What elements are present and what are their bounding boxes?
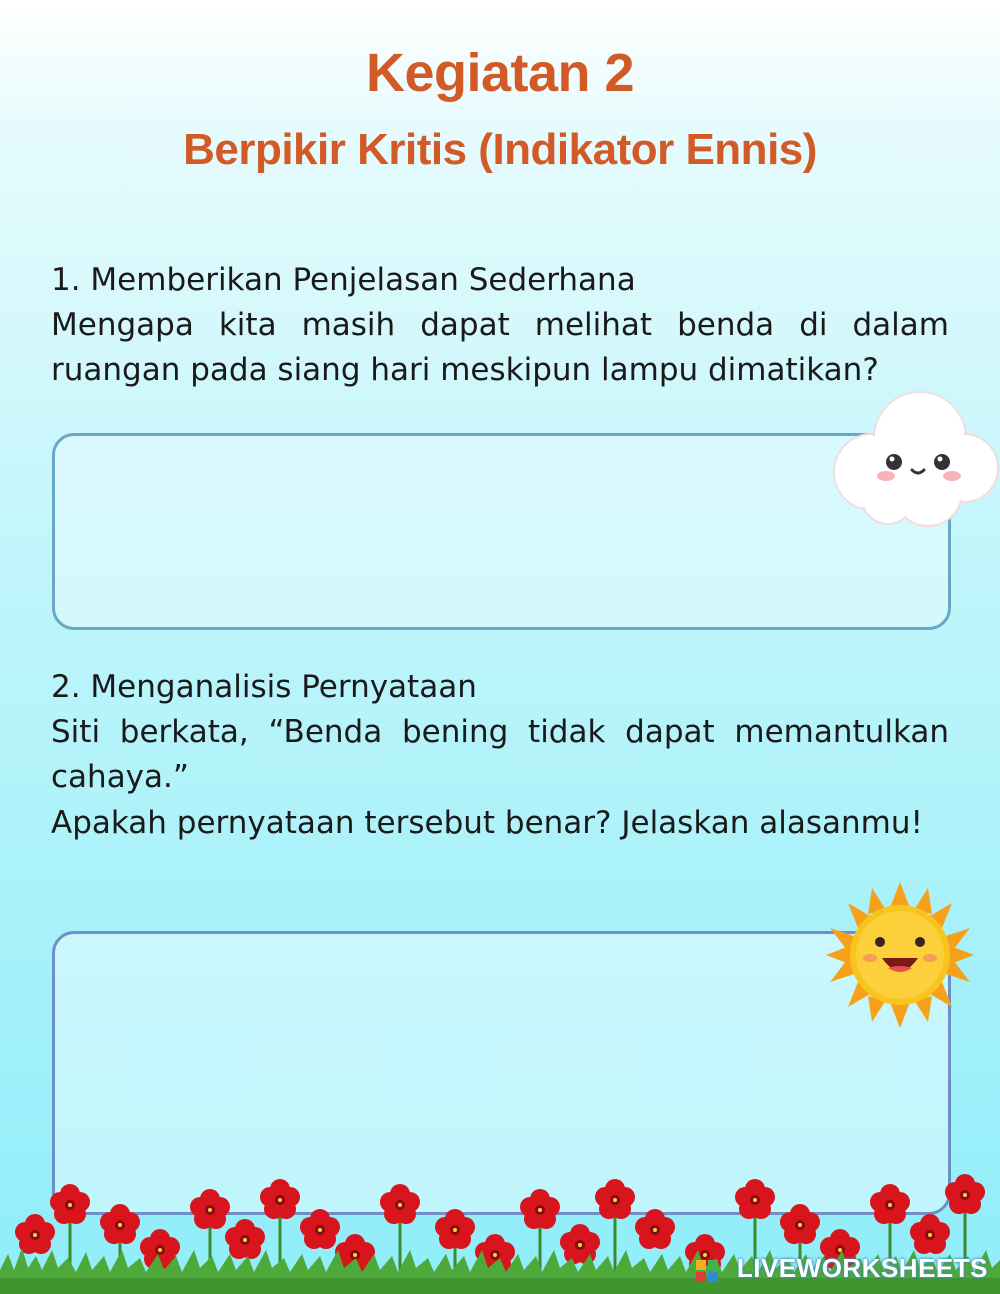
question-1-text: Mengapa kita masih dapat melihat benda di dalam ruangan pada siang hari meskipun lampu dimatikan? bbox=[51, 307, 949, 388]
smiling-cloud-icon bbox=[828, 380, 1000, 530]
answer-box-1[interactable] bbox=[52, 433, 951, 630]
question-2-heading: 2. Menganalisis Pernyataan bbox=[51, 669, 477, 705]
page-subtitle: Berpikir Kritis (Indikator Ennis) bbox=[183, 125, 817, 174]
page-title: Kegiatan 2 bbox=[365, 43, 635, 103]
liveworksheets-logo-icon bbox=[696, 1260, 718, 1282]
question-1-heading: 1. Memberikan Penjelasan Sederhana bbox=[51, 262, 636, 298]
question-2-prompt: Apakah pernyataan tersebut benar? Jelaskan alasanmu! bbox=[51, 805, 923, 841]
question-2-text: Siti berkata, “Benda bening tidak dapat memantulkan cahaya.” bbox=[51, 714, 949, 795]
brand-watermark[interactable]: LIVEWORKSHEETS bbox=[736, 1253, 988, 1283]
smiling-sun-icon bbox=[822, 880, 978, 1030]
